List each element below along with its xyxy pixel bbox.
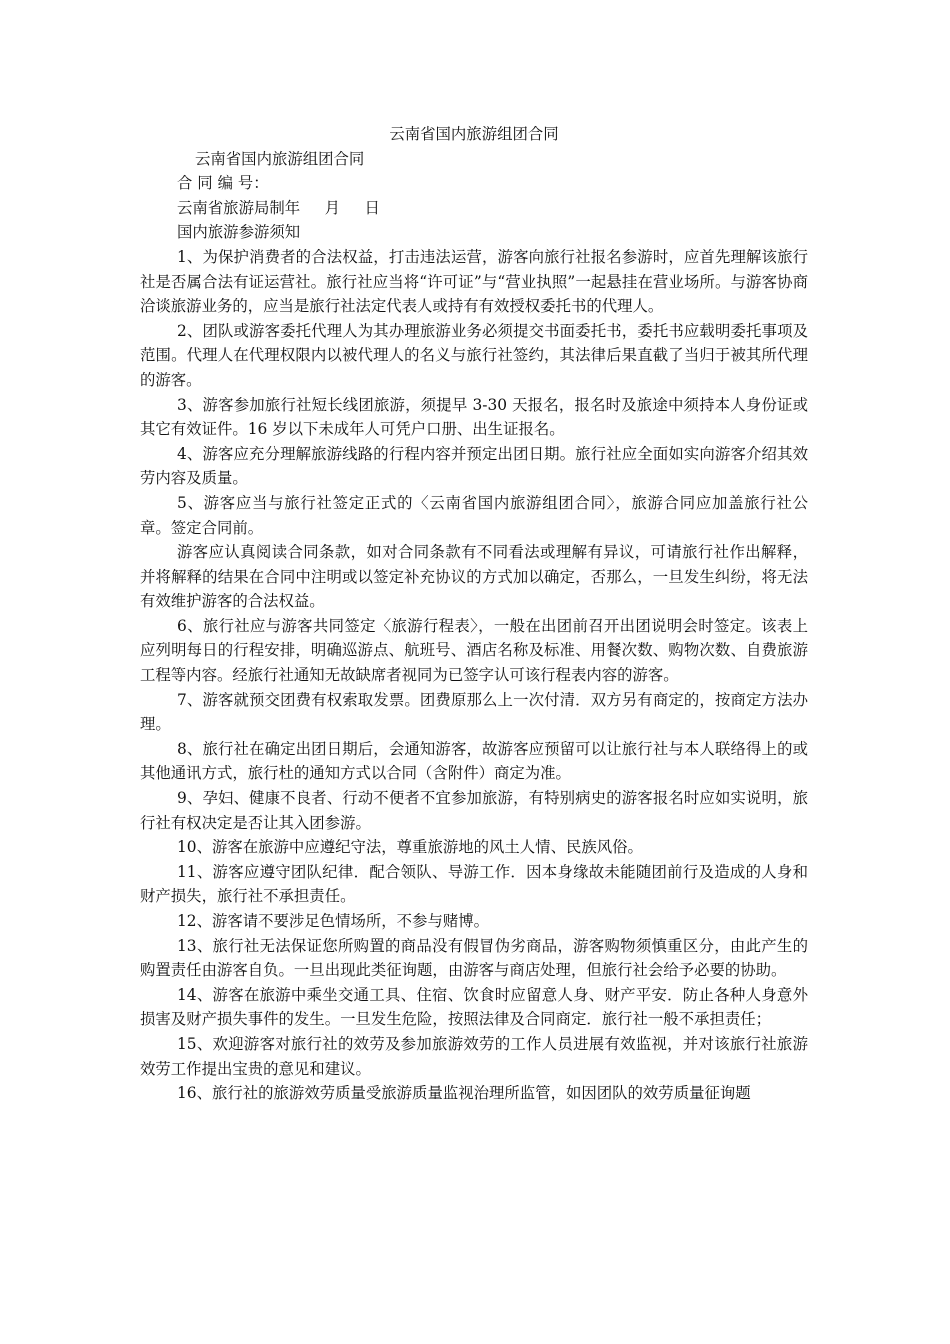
paragraph-9: 9、孕妇、健康不良者、行动不便者不宜参加旅游，有特别病史的游客报名时应如实说明，旅行社有权决定是否让其入团参游。 (140, 789, 808, 832)
document-title: 云南省国内旅游组团合同 (389, 125, 559, 143)
paragraph-10: 10、游客在旅游中应遵纪守法，尊重旅游地的风土人情、民族风俗。 (177, 838, 643, 857)
paragraph-15: 15、欢迎游客对旅行社的效劳及参加旅游效劳的工作人员进展有效监视，并对该旅行社旅游效劳工作提出宝贵的意见和建议。 (140, 1034, 808, 1078)
paragraph-2: 2、团队或游客委托代理人为其办理旅游业务必须提交书面委托书，委托书应载明委托事项及范围。代理人在代理权限内以被代理人的名义与旅行社签约，其法律后果直截了当归于被其所代理的游客。 (140, 321, 808, 389)
document-page (140, 122, 808, 1106)
paragraph-12: 12、游客请不要涉足色情场所，不参与赌博。 (177, 912, 490, 930)
paragraph-6: 6、旅行社应与游客共同签定〈旅游行程表〉，一般在出团前召开出团说明会时签定。该表上应列明每日的行程安排，明确巡游点、航班号、酒店名称及标准、用餐次数、购物次数、自费旅游工程等内容。经旅行社通知无故缺席者视同为已签字认可该行程表内容的游客。 (140, 616, 808, 685)
paragraph-3: 3、游客参加旅行社短长线团旅游，须提早 3-30 天报名，报名时及旅途中须持本人身份证或其它有效证件。16 岁以下未成年人可凭户口册、出生证报名。 (140, 395, 808, 439)
contract-number-line: 合 同 编 号： (177, 174, 269, 193)
paragraph-5-continued: 游客应认真阅读合同条款，如对合同条款有不同看法或理解有异议，可请旅行社作出解释，并将解释的结果在合同中注明或以签定补充协议的方式加以确定，否那么，一旦发生纠纷，将无法有效维护游客的合法权益。 (140, 543, 808, 611)
document-subtitle: 云南省国内旅游组团合同 (195, 149, 365, 168)
paragraph-8: 8、旅行社在确定出团日期后，会通知游客，故游客应预留可以让旅行社与本人联络得上的或其他通讯方式，旅行杜的通知方式以合同（含附件）商定为准。 (140, 739, 808, 783)
paragraph-11: 11、游客应遵守团队纪律．配合领队、导游工作．因本身缘故未能随团前行及造成的人身和财产损失，旅行社不承担责任。 (140, 862, 808, 906)
paragraph-7: 7、游客就预交团费有权索取发票。团费原那么上一次付清．双方另有商定的，按商定方法办理。 (140, 690, 808, 734)
paragraph-1: 1、为保护消费者的合法权益，打击违法运营，游客向旅行社报名参游时，应首先理解该旅行社是否属合法有证运营社。旅行社应当将“许可证”与“营业执照”一起悬挂在营业场所。与游客协商洽谈旅游业务的，应当是旅行社法定代表人或持有有效授权委托书的代理人。 (140, 247, 808, 316)
paragraph-4: 4、游客应充分理解旅游线路的行程内容并预定出团日期。旅行社应全面如实向游客介绍其效劳内容及质量。 (140, 444, 808, 488)
paragraph-13: 13、旅行社无法保证您所购置的商品没有假冒伪劣商品，游客购物须慎重区分，由此产生的购置责任由游客自负。一旦出现此类征询题，由游客与商店处理，但旅行社会给予必要的协助。 (140, 936, 808, 980)
issuer-date-line: 云南省旅游局制年 月 日 (177, 198, 380, 217)
paragraph-16: 16、旅行社的旅游效劳质量受旅游质量监视治理所监管，如因团队的效劳质量征询题 (177, 1084, 751, 1103)
notice-heading: 国内旅游参游须知 (177, 223, 301, 242)
paragraph-5: 5、游客应当与旅行社签定正式的〈云南省国内旅游组团合同〉，旅游合同应加盖旅行社公章。签定合同前。 (140, 493, 808, 537)
paragraph-14: 14、游客在旅游中乘坐交通工具、住宿、饮食时应留意人身、财产平安．防止各种人身意外损害及财产损失事件的发生。一旦发生危险，按照法律及合同商定．旅行社一般不承担责任； (140, 985, 808, 1029)
